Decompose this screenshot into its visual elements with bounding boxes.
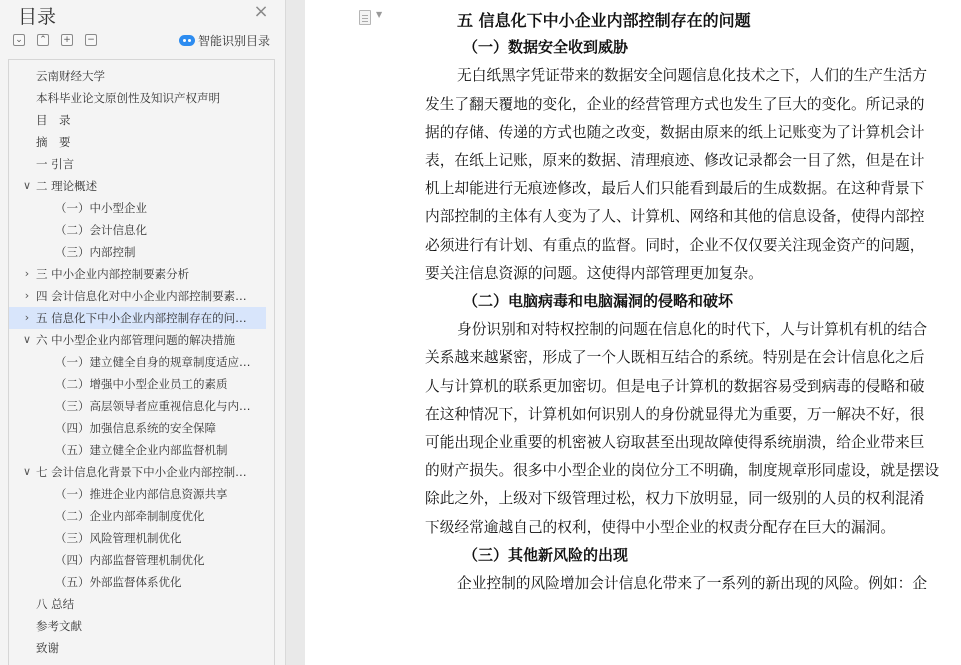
toc-item-label: （一）推进企业内部信息资源共享	[55, 487, 228, 501]
toc-item-label: （三）风险管理机制优化	[55, 531, 182, 545]
paragraph-line: 要关注信息资源的问题。这使得内部管理更加复杂。	[425, 264, 763, 282]
section-heading: 五 信息化下中小企业内部控制存在的问题	[457, 11, 751, 30]
toc-item[interactable]	[9, 241, 266, 263]
subsection-heading: （三）其他新风险的出现	[463, 545, 629, 564]
toc-item-label: 七 会计信息化背景下中小企业内部控制…	[36, 465, 247, 479]
toc-item[interactable]	[9, 153, 266, 175]
expand-all-icon[interactable]: ⌄	[13, 34, 25, 46]
paragraph-line: 企业控制的风险增加会计信息化带来了一系列的新出现的风险。例如：企	[457, 575, 928, 592]
toc-item[interactable]	[9, 439, 266, 461]
toc-item-label: （一）建立健全自身的规章制度适应…	[55, 355, 251, 369]
paragraph-line: 无白纸黑字凭证带来的数据安全问题信息化技术之下，人们的生产生活方	[457, 67, 928, 85]
toc-item[interactable]	[9, 131, 266, 153]
toc-item-label: 致谢	[36, 641, 59, 655]
toc-item[interactable]	[9, 615, 266, 637]
toc-item[interactable]	[9, 219, 266, 241]
paragraph-line: 发生了翻天覆地的变化，企业的经营管理方式也发生了巨大的变化。所记录的	[425, 95, 925, 113]
document-icon[interactable]	[359, 10, 371, 25]
toc-item-label: （五）建立健全企业内部监督机制	[55, 443, 228, 457]
paragraph-line: 关系越来越紧密，形成了一个人既相互结合的系统。特别是在会计信息化之后	[425, 349, 925, 367]
paragraph-line: 下级经常逾越自己的权利，使得中小型企业的权责分配存在巨大的漏洞。	[425, 518, 896, 536]
toc-item-label: （四）加强信息系统的安全保障	[55, 421, 216, 435]
toc-item-label: 参考文献	[36, 619, 82, 633]
paragraph-line: 在这种情况下，计算机如何识别人的身份就显得尤为重要，万一解决不好，很	[425, 405, 925, 423]
toc-item[interactable]	[9, 307, 266, 329]
remove-heading-icon[interactable]: −	[85, 34, 97, 46]
toc-item-label: 三 中小企业内部控制要素分析	[36, 267, 190, 281]
toc-item-label: （三）内部控制	[55, 245, 136, 259]
paragraph-line: 可能出现企业重要的机密被人窃取甚至出现故障使得系统崩溃，给企业带来巨	[425, 434, 925, 451]
toc-item-label: 四 会计信息化对中小企业内部控制要素…	[36, 289, 247, 303]
paragraph-line: 人与计算机的联系更加密切。但是电子计算机的数据容易受到病毒的侵略和破	[425, 377, 925, 395]
toc-item[interactable]	[9, 461, 266, 483]
paragraph-line: 必须进行有计划、有重点的监督。同时，企业不仅仅要关注现金资产的问题，	[425, 236, 925, 254]
toc-item[interactable]	[9, 285, 266, 307]
chevron-down-icon[interactable]: ∨	[22, 465, 32, 478]
toc-item[interactable]	[9, 197, 266, 219]
toc-item-label: （一）中小型企业	[55, 201, 147, 215]
toc-item[interactable]	[9, 65, 266, 87]
chevron-right-icon[interactable]: ›	[24, 289, 30, 302]
toc-item[interactable]	[9, 483, 266, 505]
subsection-heading: （一）数据安全收到威胁	[463, 38, 629, 57]
toc-tree	[8, 59, 275, 665]
paragraph-line: 据的存储、传递的方式也随之改变，数据由原来的纸上记账变为了计算机会计	[425, 123, 925, 141]
toc-item[interactable]	[9, 329, 266, 351]
toc-item[interactable]	[9, 263, 266, 285]
toc-item-label: 六 中小型企业内部管理问题的解决措施	[36, 333, 236, 347]
toc-item[interactable]	[9, 351, 266, 373]
toc-item[interactable]	[9, 395, 266, 417]
close-icon[interactable]: ×	[253, 1, 269, 22]
toc-item-label: （二）会计信息化	[55, 223, 147, 237]
add-heading-icon[interactable]: +	[61, 34, 73, 46]
toc-item[interactable]	[9, 527, 266, 549]
toc-sidebar	[0, 0, 286, 665]
toc-item[interactable]	[9, 593, 266, 615]
toc-item[interactable]	[9, 373, 266, 395]
paragraph-line: 内部控制的主体有人变为了人、计算机、网络和其他的信息设备，使得内部控	[425, 208, 925, 226]
paragraph-line: 的财产损失。很多中小型企业的岗位分工不明确，制度规章形同虚设，就是摆设	[425, 462, 940, 480]
toc-item-label: 一 引言	[36, 157, 75, 171]
chevron-down-icon[interactable]: ∨	[22, 179, 32, 192]
toc-item-label: （四）内部监督管理机制优化	[55, 553, 205, 567]
toc-item[interactable]	[9, 417, 266, 439]
chevron-down-icon[interactable]: ∨	[22, 333, 32, 346]
toc-item-label: 云南财经大学	[36, 69, 105, 83]
toc-item[interactable]	[9, 505, 266, 527]
collapse-all-icon[interactable]: ⌃	[37, 34, 49, 46]
document-page	[305, 0, 961, 665]
toc-item[interactable]	[9, 87, 266, 109]
toc-item-label: （二）企业内部牵制制度优化	[55, 509, 205, 523]
toc-item-label: 摘 要	[36, 135, 71, 149]
chevron-down-icon[interactable]: ▼	[376, 10, 383, 19]
toc-item[interactable]	[9, 637, 266, 659]
toc-item-label: 八 总结	[36, 597, 75, 611]
toc-item-label: （五）外部监督体系优化	[55, 575, 182, 589]
toc-toolbar	[13, 34, 283, 48]
toc-item[interactable]	[9, 571, 266, 593]
chevron-right-icon[interactable]: ›	[24, 311, 30, 324]
paragraph-line: 身份识别和对特权控制的问题在信息化的时代下，人与计算机有机的结合	[457, 321, 928, 339]
toc-item-label: （三）高层领导者应重视信息化与内…	[55, 399, 251, 413]
smart-robot-icon	[179, 35, 195, 46]
chevron-right-icon[interactable]: ›	[24, 267, 30, 280]
toc-item[interactable]	[9, 109, 266, 131]
toc-header	[0, 0, 286, 30]
toc-item-label: 五 信息化下中小企业内部控制存在的问…	[36, 311, 247, 325]
paragraph-line: 表，在纸上记账，原来的数据、清理痕迹、修改记录都会一目了然，但是在计	[425, 152, 925, 169]
toc-item[interactable]	[9, 175, 266, 197]
toc-item-label: （二）增强中小型企业员工的素质	[55, 377, 228, 391]
paragraph-line: 除此之外，上级对下级管理过松，权力下放明显，同一级别的人员的权利混淆	[425, 490, 925, 508]
smart-toc-button[interactable]	[179, 32, 270, 49]
toc-item-label: 本科毕业论文原创性及知识产权声明	[36, 91, 220, 105]
subsection-heading: （二）电脑病毒和电脑漏洞的侵略和破坏	[463, 292, 734, 310]
toc-item[interactable]	[9, 549, 266, 571]
smart-toc-label: 智能识别目录	[198, 34, 271, 48]
paragraph-line: 机上却能进行无痕迹修改，最后人们只能看到最后的生成数据。在这种背景下	[425, 180, 925, 198]
toc-title: 目录	[18, 6, 57, 28]
toc-item-label: 目 录	[36, 113, 71, 127]
toc-item-label: 二 理论概述	[36, 179, 98, 193]
